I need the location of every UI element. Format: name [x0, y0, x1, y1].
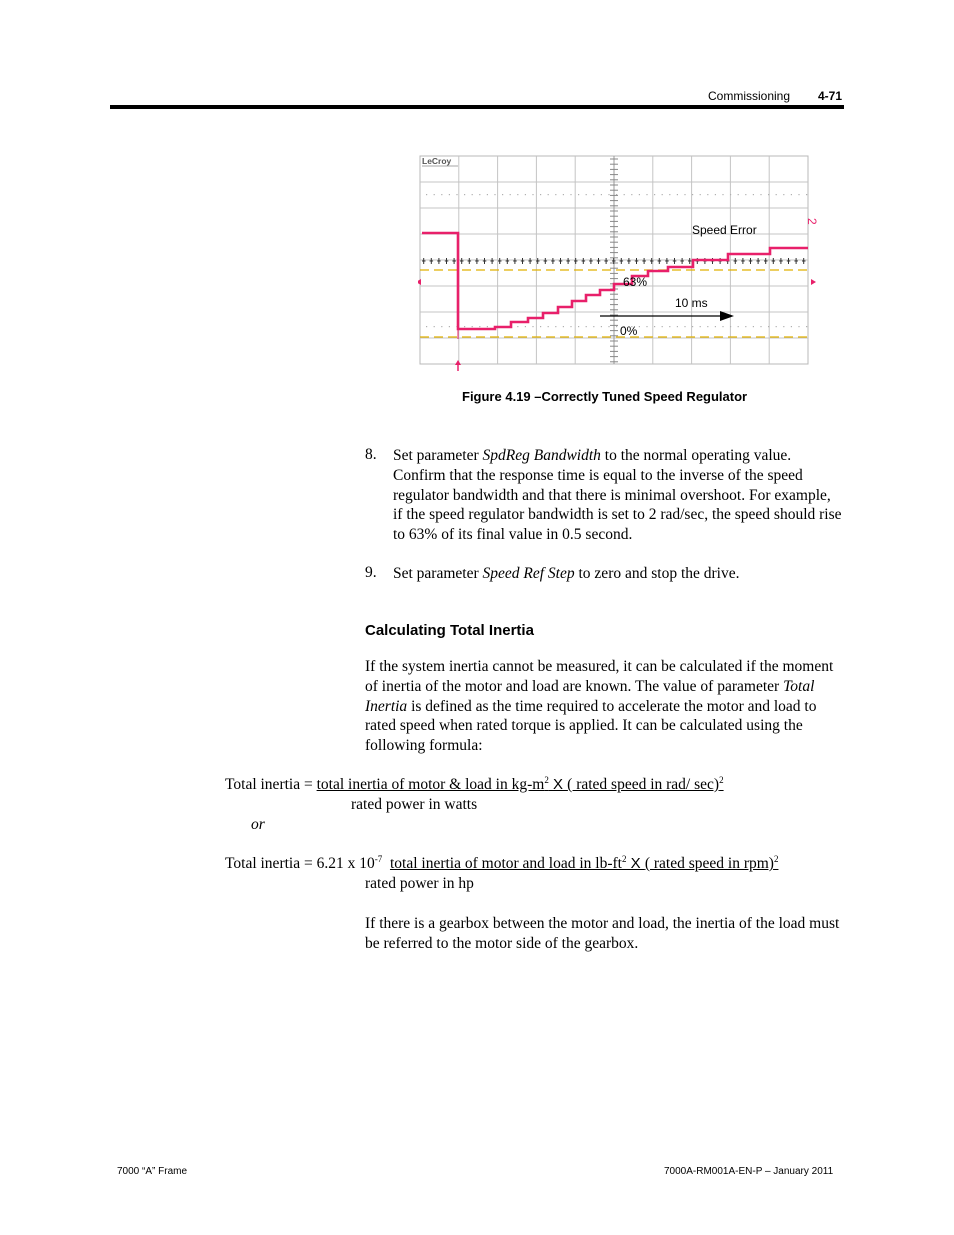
formula-2-numerator-line: Total inertia = 6.21 x $10^{-7}$ total inertia of motor and load in $lb-ft^2$ X ( rated speed in rpm)$^2$ — [225, 854, 779, 872]
gearbox-note: If there is a gearbox between the motor and load, the inertia of the load must be referred to the motor side of the gearbox. — [365, 915, 840, 952]
footer-right: 7000A-RM001A-EN-P – January 2011 — [664, 1166, 834, 1177]
step-8-text: Set parameter SpdReg Bandwidth to the normal operating value. Confirm that the response time is equal to the inverse of the speed regulator bandwidth and that there is minimal overshoot. For example, if the speed regulator bandwidth is set to 2 rad/sec, the speed should rise to 63% of its final value in 0.5 second. — [393, 447, 842, 544]
label-63-percent: 63% — [623, 275, 648, 289]
lecroy-logo: LeCroy — [422, 156, 452, 166]
step-9-text: Set parameter Speed Ref Step to zero and stop the drive. — [393, 565, 740, 582]
step-8-number: 8. — [365, 446, 377, 463]
running-header-section: Commissioning — [708, 89, 791, 103]
speed-error-label: Speed Error — [692, 223, 757, 237]
step-9-number: 9. — [365, 564, 377, 581]
param-spdreg-bandwidth: SpdReg Bandwidth — [482, 447, 601, 464]
figure-caption: Figure 4.19 –Correctly Tuned Speed Regulator — [462, 389, 748, 404]
page-number: 4-71 — [818, 89, 843, 103]
channel-marker: 2 — [805, 218, 819, 225]
or-connector: or — [251, 816, 265, 833]
param-total-inertia: Total Inertia — [365, 677, 815, 715]
oscilloscope-figure — [418, 155, 836, 377]
formula-2-denominator: rated power in hp — [365, 875, 474, 892]
formula-1-denominator: rated power in watts — [351, 796, 478, 813]
formula-1-numerator-line: Total inertia = total inertia of motor & load in $kg-m^2$ X ( rated speed in rad/ sec)$^2$ — [225, 775, 724, 793]
param-speed-ref-step: Speed Ref Step — [482, 565, 575, 582]
header-rule — [110, 105, 844, 109]
label-0-percent: 0% — [620, 324, 638, 338]
section-heading: Calculating Total Inertia — [365, 622, 534, 639]
footer-left: 7000 “A” Frame — [117, 1166, 188, 1177]
intro-paragraph: If the system inertia cannot be measured, it can be calculated if the moment of inertia of the motor and load are known. The value of parameter Total Inertia is defined as the time required to accelerate the motor and load to rated speed when rated torque is applied. It can be calculated using the following formula: — [365, 658, 834, 755]
time-scale-label: 10 ms — [675, 296, 708, 310]
